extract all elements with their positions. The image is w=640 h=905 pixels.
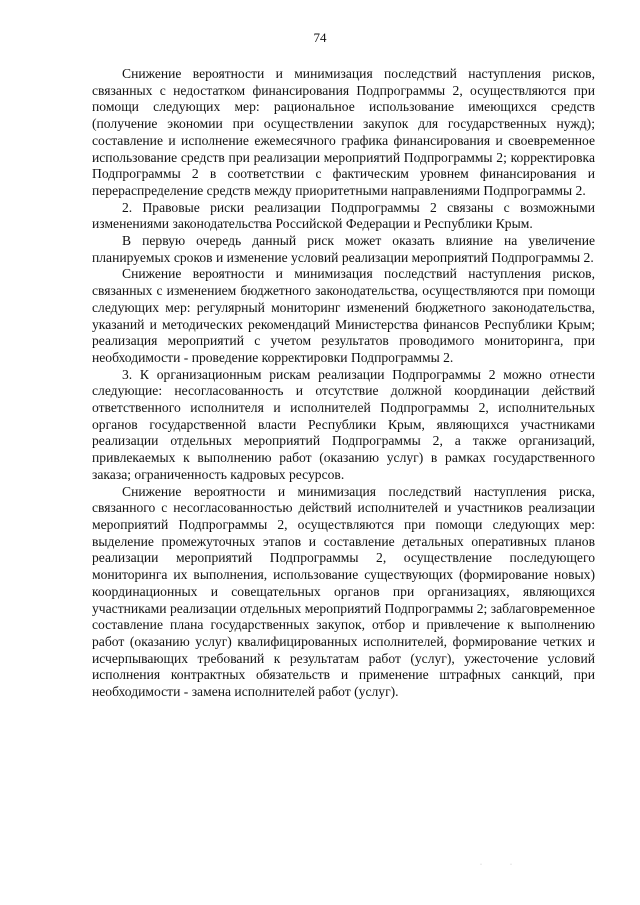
paragraph-legal-risks: 2. Правовые риски реализации Подпрограммы 2 связаны с возможными изменениями законодательства Российской Федерации и Республики Крым. [92,199,595,232]
paragraph-legal-risk-impact: В первую очередь данный риск может оказать влияние на увеличение планируемых сроков и изменение условий реализации мероприятий Подпрограммы 2. [92,233,595,265]
scan-specks: ·​· [480,862,540,868]
page-number: 74 [313,30,327,45]
body-text [92,66,595,701]
paragraph-legal-risk-mitigation: Снижение вероятности и минимизация последствий наступления рисков, связанных с изменением бюджетного законодательства, осуществляются при помощи следующих мер: регулярный мониторинг изменений бюджетного законодательства, указаний и методических рекомендаций Министерства финансов Республики Крым; реализация мероприятий с учетом результатов проводимого мониторинга, при необходимости - проведение корректировки Подпрограммы 2. [92,266,595,365]
paragraph-organizational-risks: 3. К организационным рискам реализации Подпрограммы 2 можно отнести следующие: несогласованность и отсутствие должной координации действий ответственного исполнителя и исполнителей Подпрограммы 2, исполнительных органов государственной власти Республики Крым, являющихся участниками реализации отдельных мероприятий Подпрограммы 2, а также организаций, привлекаемых к выполнению работ (оказанию услуг) в рамках государственного заказа; ограниченность кадровых ресурсов. [92,366,595,482]
paragraph-funding-risk-mitigation: Снижение вероятности и минимизация последствий наступления рисков, связанных с недостатком финансирования Подпрограммы 2, осуществляются при помощи следующих мер: рациональное использование имеющихся средств (получение экономии при осуществлении закупок для государственных нужд); составление и исполнение ежемесячного графика финансирования и своевременное использование средств при реализации мероприятий Подпрограммы 2; корректировка Подпрограммы 2 в соответствии с фактическим уровнем финансирования и перераспределение средств между приоритетными направлениями Подпрограммы 2. [92,66,595,198]
paragraph-organizational-risk-mitigation: Снижение вероятности и минимизация последствий наступления риска, связанного с несогласованностью действий исполнителей и участников реализации мероприятий Подпрограммы 2, осуществляются при помощи следующих мер: выделение промежуточных этапов и составление детальных оперативных планов реализации мероприятий Подпрограммы 2, осуществление последующего мониторинга их выполнения, использование существующих (формирование новых) координационных и совещательных органов при организациях, являющихся участниками реализации отдельных мероприятий Подпрограммы 2; заблаговременное составление плана государственных закупок, отбор и привлечение к выполнению работ (оказанию услуг) квалифицированных исполнителей, формирование четких и исчерпывающих требований к результатам работ (услуг), ужесточение условий исполнения контрактных обязательств и применение штрафных санкций, при необходимости - замена исполнителей работ (услуг). [92,483,595,700]
